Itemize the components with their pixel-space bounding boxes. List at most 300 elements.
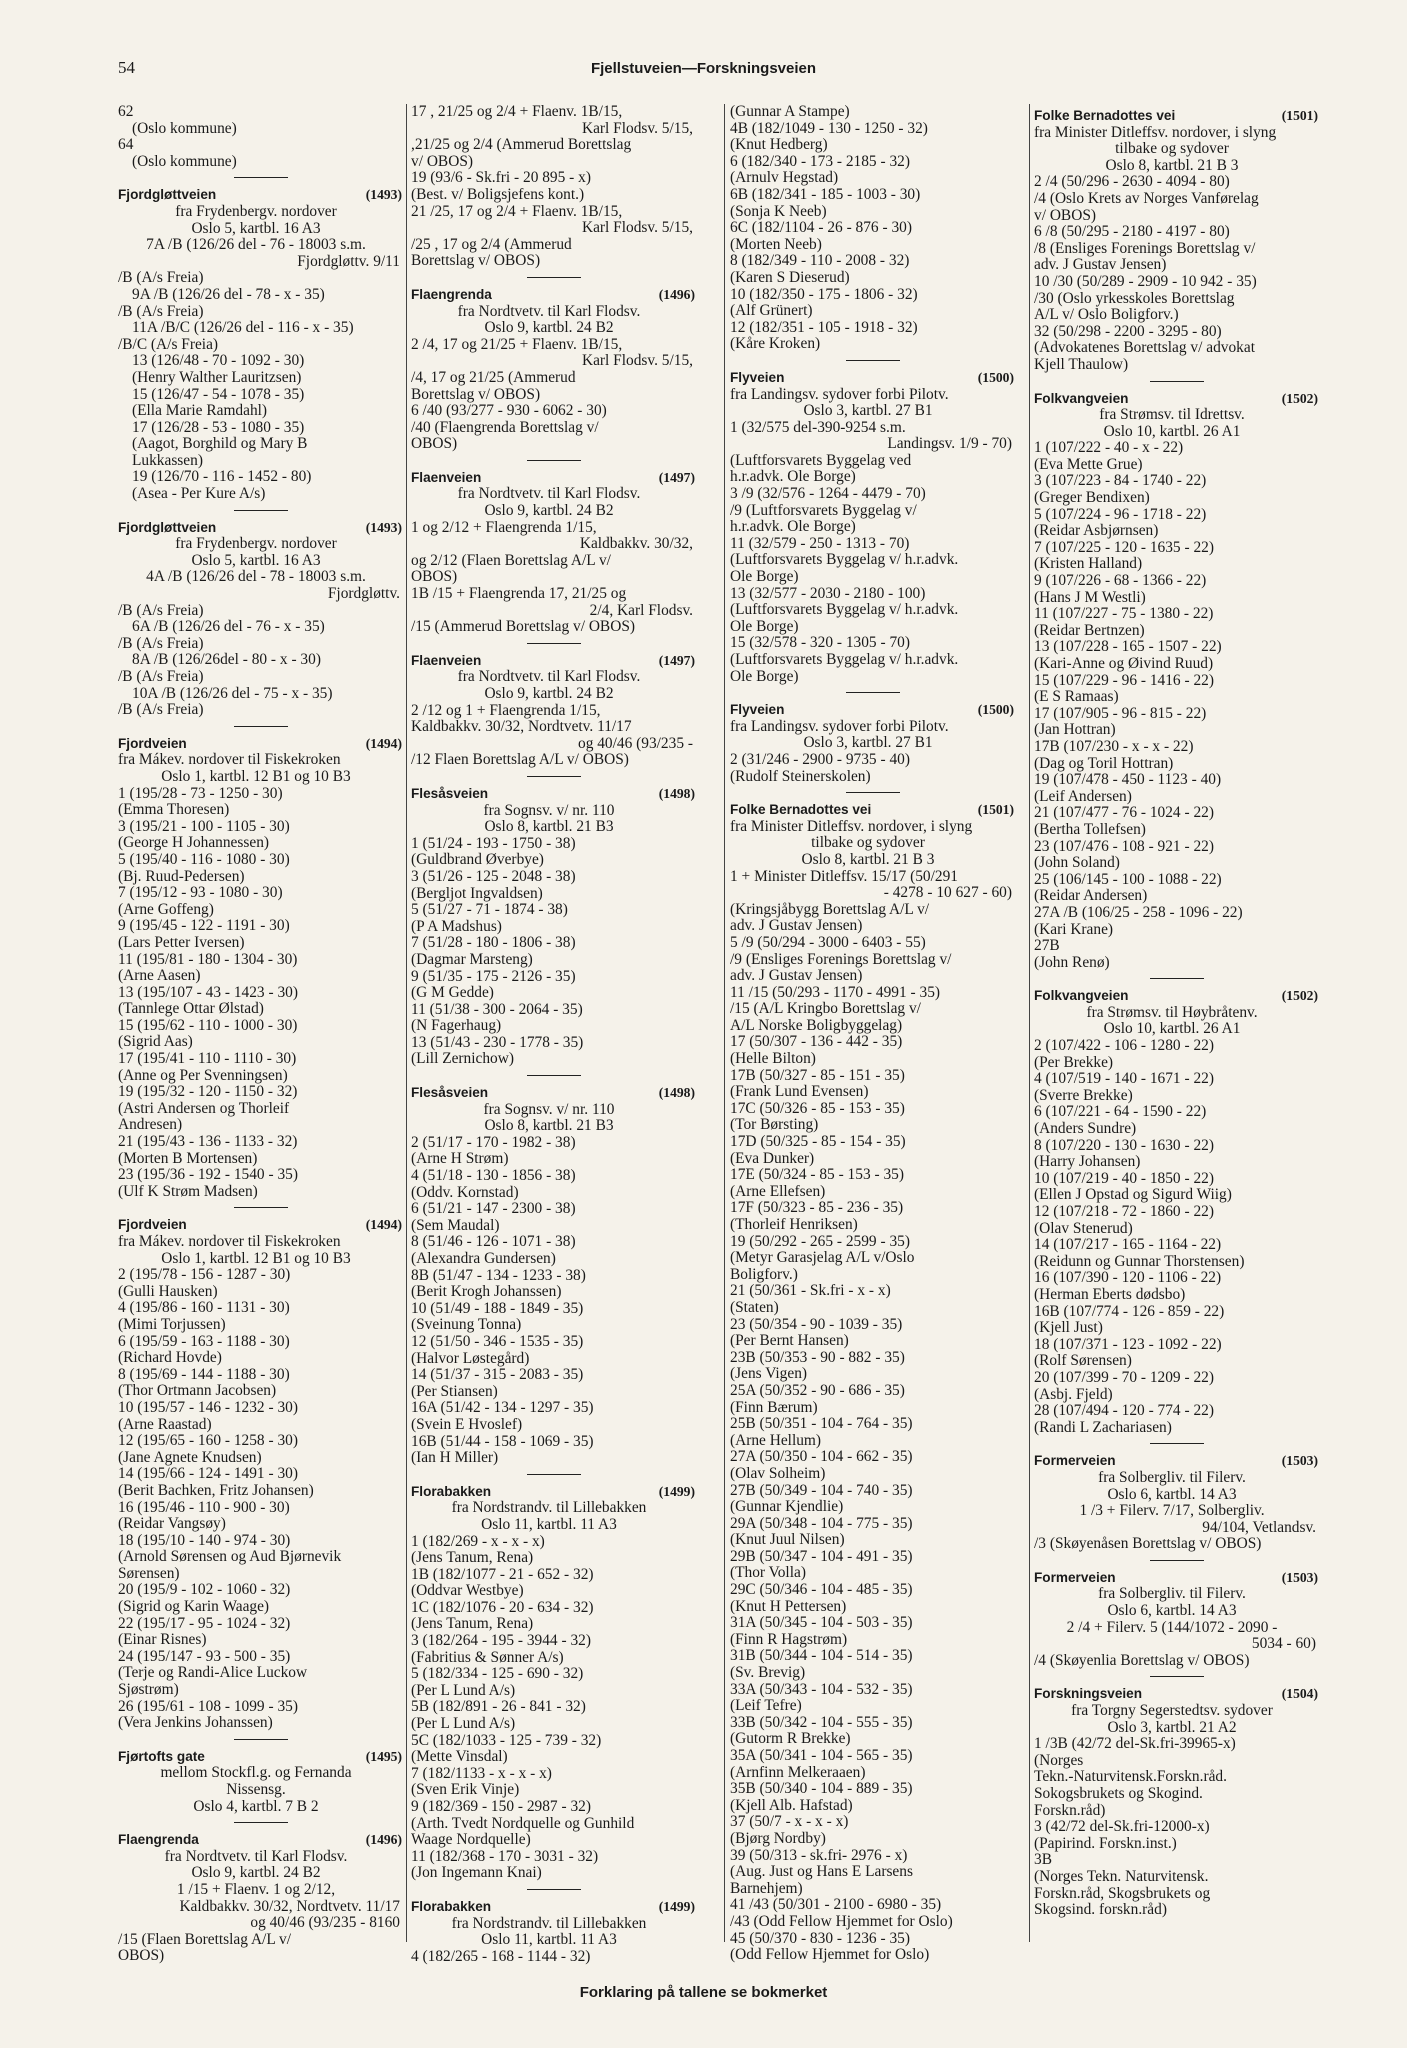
entry-line: 5034 - 60) xyxy=(1251,1635,1316,1653)
entry-line: Oslo 6, kartbl. 14 A3 xyxy=(1107,1485,1237,1503)
entry-line: 4 (182/265 - 168 - 1144 - 32) xyxy=(411,1947,591,1965)
entry-line: (Ella Marie Ramdahl) xyxy=(132,402,268,420)
entry-line: /B (A/s Freia) xyxy=(118,601,204,619)
entry-line: 2 /4, 17 og 21/25 + Flaenv. 1B/15, xyxy=(411,335,623,353)
entry-line: 9 (107/226 - 68 - 1366 - 22) xyxy=(1034,572,1207,590)
entry-line: Lukkassen) xyxy=(132,451,203,469)
entry-line: 64 xyxy=(118,136,134,154)
entry-line: (Sigrid og Karin Waage) xyxy=(118,1598,270,1616)
entry-line: Oslo 4, kartbl. 7 B 2 xyxy=(193,1797,319,1815)
entry-line: 10 /30 (50/289 - 2909 - 10 942 - 35) xyxy=(1034,272,1257,290)
entry-line: (Oddv. Kornstad) xyxy=(411,1183,519,1201)
entry-line: 6 (195/59 - 163 - 1188 - 30) xyxy=(118,1332,290,1350)
entry-line: 4 (107/519 - 140 - 1671 - 22) xyxy=(1034,1070,1214,1088)
entry-line: 1B /15 + Flaengrenda 17, 21/25 og xyxy=(411,585,627,603)
entry-line: Fjordgløttv. 9/11 xyxy=(297,252,400,270)
entry-line: 26 (195/61 - 108 - 1099 - 35) xyxy=(118,1697,298,1715)
entry-line: 17 (195/41 - 110 - 1110 - 30) xyxy=(118,1050,297,1068)
entry-line: /B (A/s Freia) xyxy=(118,701,204,719)
entry-line: 22 (195/17 - 95 - 1024 - 32) xyxy=(118,1614,291,1632)
column-divider xyxy=(724,104,725,1942)
street-heading xyxy=(411,470,697,487)
entry-line: (Per Stiansen) xyxy=(411,1382,498,1400)
entry-line: (Oddvar Westbye) xyxy=(411,1582,524,1600)
entry-line: 15 (32/578 - 320 - 1305 - 70) xyxy=(730,634,910,652)
entry-line: (Arne H Strøm) xyxy=(411,1150,509,1168)
street-heading xyxy=(411,786,697,803)
section-divider xyxy=(527,1075,581,1076)
entry-line: 10 (182/350 - 175 - 1806 - 32) xyxy=(730,285,918,303)
street-code: (1493) xyxy=(365,519,402,535)
entry-line: 1 /3 + Filerv. 7/17, Solbergliv. xyxy=(1079,1502,1265,1520)
entry-line: adv. J Gustav Jensen) xyxy=(730,967,863,985)
entry-line: ,21/25 og 2/4 (Ammerud Borettslag xyxy=(411,136,632,154)
entry-line: 16 (195/46 - 110 - 900 - 30) xyxy=(118,1498,290,1516)
entry-line: (Oslo kommune) xyxy=(132,152,237,170)
street-name: Formerveien xyxy=(1034,1569,1116,1585)
entry-line: (Jane Agnete Knudsen) xyxy=(118,1448,262,1466)
entry-line: Oslo 3, kartbl. 27 B1 xyxy=(803,402,933,420)
page-number: 54 xyxy=(118,58,135,77)
street-code: (1503) xyxy=(1281,1569,1318,1585)
street-heading xyxy=(1034,391,1320,408)
entry-line: fra Torgny Segerstedtsv. sydover xyxy=(1071,1702,1273,1720)
entry-line: 16 (107/390 - 120 - 1106 - 22) xyxy=(1034,1269,1222,1287)
entry-line: 11 (182/368 - 170 - 3031 - 32) xyxy=(411,1847,599,1865)
entry-line: (Finn R Hagstrøm) xyxy=(730,1630,848,1648)
entry-line: (Bertha Tollefsen) xyxy=(1034,820,1146,838)
entry-line: (Staten) xyxy=(730,1298,779,1316)
entry-line: (Leif Andersen) xyxy=(1034,787,1132,805)
entry-line: 27B (50/349 - 104 - 740 - 35) xyxy=(730,1481,913,1499)
entry-line: 11 (195/81 - 180 - 1304 - 30) xyxy=(118,950,298,968)
entry-line: (Dag og Toril Hottran) xyxy=(1034,754,1174,772)
entry-line: 14 (51/37 - 315 - 2083 - 35) xyxy=(411,1366,584,1384)
entry-line: 33B (50/342 - 104 - 555 - 35) xyxy=(730,1713,913,1731)
column-2 xyxy=(411,103,697,1965)
entry-line: 17 (126/28 - 53 - 1080 - 35) xyxy=(132,418,305,436)
entry-line: 19 (93/6 - Sk.fri - 20 895 - x) xyxy=(411,169,591,187)
entry-line: tilbake og sydover xyxy=(811,834,925,852)
entry-line: Andresen) xyxy=(118,1116,183,1134)
entry-line: (Sveinung Tonna) xyxy=(411,1316,522,1334)
entry-line: Oslo 9, kartbl. 24 B2 xyxy=(191,1864,321,1882)
entry-line: (Dagmar Marsteng) xyxy=(411,950,533,968)
entry-line: (Jens Tanum, Rena) xyxy=(411,1549,534,1567)
street-name: Flaenveien xyxy=(411,652,482,668)
entry-line: (Sv. Brevig) xyxy=(730,1664,806,1682)
entry-line: 18 (195/10 - 140 - 974 - 30) xyxy=(118,1531,291,1549)
entry-line: (Bergljot Ingvaldsen) xyxy=(411,884,543,902)
entry-line: /9 (Luftforsvarets Byggelag v/ xyxy=(730,501,917,519)
entry-line: 2/4, Karl Flodsv. xyxy=(589,601,693,619)
entry-line: 14 (195/66 - 124 - 1491 - 30) xyxy=(118,1465,298,1483)
entry-line: (Rolf Sørensen) xyxy=(1034,1352,1132,1370)
entry-line: adv. J Gustav Jensen) xyxy=(1034,256,1167,274)
entry-line: 3 (107/223 - 84 - 1740 - 22) xyxy=(1034,472,1207,490)
entry-line: v/ OBOS) xyxy=(1034,206,1096,224)
street-name: Fjørtofts gate xyxy=(118,1748,205,1764)
entry-line: (Arnulv Hegstad) xyxy=(730,169,839,187)
entry-line: Waage Nordquelle) xyxy=(411,1831,531,1849)
entry-line: fra Solbergliv. til Filerv. xyxy=(1098,1585,1246,1603)
entry-line: 2 (195/78 - 156 - 1287 - 30) xyxy=(118,1266,291,1284)
entry-line: 27A (50/350 - 104 - 662 - 35) xyxy=(730,1448,913,1466)
entry-line: Ole Borge) xyxy=(730,667,799,685)
entry-line: Oslo 11, kartbl. 11 A3 xyxy=(481,1515,617,1533)
entry-line: 5 (51/27 - 71 - 1874 - 38) xyxy=(411,901,568,919)
entry-line: 23 (195/36 - 192 - 1540 - 35) xyxy=(118,1166,298,1184)
entry-line: fra Landingsv. sydover forbi Pilotv. xyxy=(730,717,949,735)
entry-line: 11 (51/38 - 300 - 2064 - 35) xyxy=(411,1000,583,1018)
section-divider xyxy=(527,460,581,461)
entry-line: Kaldbakkv. 30/32, Nordtvetv. 11/17 xyxy=(411,718,632,736)
entry-line: 17 (107/905 - 96 - 815 - 22) xyxy=(1034,704,1207,722)
entry-line: (Asbj. Fjeld) xyxy=(1034,1385,1113,1403)
entry-line: fra Solbergliv. til Filerv. xyxy=(1098,1468,1246,1486)
entry-line: Boligforv.) xyxy=(730,1265,798,1283)
entry-line: fra Strømsv. til Høybråtenv. xyxy=(1086,1003,1258,1021)
page-header xyxy=(0,58,1407,84)
street-code: (1499) xyxy=(658,1898,695,1914)
entry-line: (Reidar Vangsøy) xyxy=(118,1515,226,1533)
entry-line: 21 /25, 17 og 2/4 + Flaenv. 1B/15, xyxy=(411,202,623,220)
entry-line: (Ian H Miller) xyxy=(411,1449,499,1467)
section-divider xyxy=(527,1889,581,1890)
entry-line: 21 (107/477 - 76 - 1024 - 22) xyxy=(1034,804,1214,822)
entry-line: (Norges xyxy=(1034,1751,1084,1769)
entry-line: 11 /15 (50/293 - 1170 - 4991 - 35) xyxy=(730,983,941,1001)
entry-line: 12 (107/218 - 72 - 1860 - 22) xyxy=(1034,1203,1214,1220)
entry-line: (Sem Maudal) xyxy=(411,1216,500,1234)
street-name: Fjordgløttveien xyxy=(118,187,217,203)
entry-line: 10A /B (126/26 del - 75 - x - 35) xyxy=(132,684,333,702)
entry-line: (Vera Jenkins Johanssen) xyxy=(118,1714,273,1732)
entry-line: (Per Brekke) xyxy=(1034,1053,1114,1071)
entry-line: (Thorleif Henriksen) xyxy=(730,1216,858,1233)
entry-line: (Kringsjåbygg Borettslag A/L v/ xyxy=(730,900,930,918)
entry-line: fra Minister Ditleffsv. nordover, i slyng xyxy=(1034,123,1277,141)
entry-line: (Tor Børsting) xyxy=(730,1116,819,1134)
entry-line: Karl Flodsv. 5/15, xyxy=(581,119,693,137)
entry-line: A/L v/ Oslo Boligforv.) xyxy=(1034,306,1179,324)
entry-line: 1 /15 + Flaenv. 1 og 2/12, xyxy=(176,1880,336,1898)
street-name: Flyveien xyxy=(730,369,785,385)
street-code: (1493) xyxy=(365,187,402,203)
entry-line: Fjordgløttv. xyxy=(327,585,400,603)
entry-line: 18 (107/371 - 123 - 1092 - 22) xyxy=(1034,1335,1222,1353)
entry-line: 7 (195/12 - 93 - 1080 - 30) xyxy=(118,884,283,902)
entry-line: Oslo 3, kartbl. 21 A2 xyxy=(1107,1718,1237,1736)
entry-line: 27A /B (106/25 - 258 - 1096 - 22) xyxy=(1034,903,1243,921)
entry-line: (Per L Lund A/s) xyxy=(411,1715,516,1733)
entry-line: (Hans J M Westli) xyxy=(1034,588,1146,606)
street-name: Fjordveien xyxy=(118,735,187,751)
entry-line: 23 (107/476 - 108 - 921 - 22) xyxy=(1034,837,1214,855)
entry-line: 20 (107/399 - 70 - 1209 - 22) xyxy=(1034,1368,1214,1386)
entry-line: (Luftforsvarets Byggelag v/ h.r.advk. xyxy=(730,651,959,668)
entry-line: (Mimi Torjussen) xyxy=(118,1315,226,1333)
entry-line: 13 (126/48 - 70 - 1092 - 30) xyxy=(132,352,305,370)
entry-line: (N Fagerhaug) xyxy=(411,1017,502,1035)
entry-line: - 4278 - 10 627 - 60) xyxy=(883,884,1012,902)
entry-line: 1 (51/24 - 193 - 1750 - 38) xyxy=(411,834,576,852)
entry-line: 3 (182/264 - 195 - 3944 - 32) xyxy=(411,1632,591,1650)
street-code: (1496) xyxy=(658,286,695,302)
street-name: Florabakken xyxy=(411,1483,492,1499)
section-divider xyxy=(1150,381,1204,382)
entry-line: 28 (107/494 - 120 - 774 - 22) xyxy=(1034,1402,1214,1420)
entry-line: OBOS) xyxy=(411,568,458,586)
entry-line: 39 (50/313 - sk.fri- 2976 - x) xyxy=(730,1846,908,1864)
entry-line: fra Strømsv. til Idrettsv. xyxy=(1099,406,1245,424)
entry-line: 5B (182/891 - 26 - 841 - 32) xyxy=(411,1698,586,1716)
entry-line: 2 /12 og 1 + Flaengrenda 1/15, xyxy=(411,701,601,719)
entry-line: 2 (31/246 - 2900 - 9735 - 40) xyxy=(730,750,910,768)
entry-line: 2 /4 + Filerv. 5 (144/1072 - 2090 - xyxy=(1066,1618,1278,1636)
entry-line: (Reidar Andersen) xyxy=(1034,887,1148,905)
entry-line: 8 (182/349 - 110 - 2008 - 32) xyxy=(730,252,910,270)
street-heading xyxy=(730,702,1016,719)
street-name: Flaenveien xyxy=(411,469,482,485)
entry-line: fra Nordtvetv. til Karl Flodsv. xyxy=(164,1847,348,1865)
entry-line: 24 (195/147 - 93 - 500 - 35) xyxy=(118,1647,291,1665)
section-divider xyxy=(234,1207,288,1208)
entry-line: 6 /8 (50/295 - 2180 - 4197 - 80) xyxy=(1034,223,1230,241)
street-code: (1499) xyxy=(658,1483,695,1499)
entry-line: 9A /B (126/26 del - 78 - x - 35) xyxy=(132,285,325,303)
entry-line: (Mette Vinsdal) xyxy=(411,1748,508,1766)
entry-line: 17B (107/230 - x - x - 22) xyxy=(1034,737,1194,755)
street-code: (1500) xyxy=(977,369,1014,385)
entry-line: 8 (51/46 - 126 - 1071 - 38) xyxy=(411,1233,576,1251)
entry-line: (Emma Thoresen) xyxy=(118,801,230,819)
entry-line: 31B (50/344 - 104 - 514 - 35) xyxy=(730,1647,913,1665)
entry-line: (Alexandra Gundersen) xyxy=(411,1250,556,1267)
entry-line: 21 (50/361 - Sk.fri - x - x) xyxy=(730,1282,891,1300)
entry-line: (Olav Solheim) xyxy=(730,1464,826,1482)
column-divider xyxy=(406,104,407,1942)
section-divider xyxy=(1150,1560,1204,1561)
entry-line: (Jens Vigen) xyxy=(730,1365,808,1383)
entry-line: (Helle Bilton) xyxy=(730,1050,816,1068)
street-heading xyxy=(1034,1453,1320,1470)
entry-line: 2 /4 (50/296 - 2630 - 4094 - 80) xyxy=(1034,173,1230,191)
entry-line: 12 (182/351 - 105 - 1918 - 32) xyxy=(730,318,918,336)
entry-line: 1 + Minister Ditleffsv. 15/17 (50/291 xyxy=(730,867,958,885)
section-divider xyxy=(234,726,288,727)
street-name: Flesåsveien xyxy=(411,1085,489,1101)
section-divider xyxy=(527,776,581,777)
street-code: (1500) xyxy=(977,702,1014,718)
street-name: Folkvangveien xyxy=(1034,988,1129,1004)
entry-line: h.r.advk. Ole Borge) xyxy=(730,518,856,536)
entry-line: /30 (Oslo yrkesskoles Borettslag xyxy=(1034,289,1235,307)
entry-line: /4 (Skøyenlia Borettslag v/ OBOS) xyxy=(1034,1651,1250,1669)
entry-line: 33A (50/343 - 104 - 532 - 35) xyxy=(730,1680,913,1698)
entry-line: 19 (50/292 - 265 - 2599 - 35) xyxy=(730,1232,910,1250)
entry-line: /B (A/s Freia) xyxy=(118,302,204,320)
entry-line: 2 (107/422 - 106 - 1280 - 22) xyxy=(1034,1037,1214,1055)
entry-line: (Reidar Asbjørnsen) xyxy=(1034,522,1159,540)
entry-line: 12 (195/65 - 160 - 1258 - 30) xyxy=(118,1432,298,1450)
entry-line: (Harry Johansen) xyxy=(1034,1153,1141,1171)
entry-line: (Kjell Just) xyxy=(1034,1319,1103,1337)
entry-line: 37 (50/7 - x - x - x) xyxy=(730,1813,849,1831)
entry-line: 19 (195/32 - 120 - 1150 - 32) xyxy=(118,1083,298,1101)
entry-line: 10 (195/57 - 146 - 1232 - 30) xyxy=(118,1398,298,1416)
entry-line: Ole Borge) xyxy=(730,568,799,586)
entry-line: Kaldbakkv. 30/32, Nordtvetv. 11/17 xyxy=(179,1897,400,1915)
street-code: (1494) xyxy=(365,735,402,751)
entry-line: 9 (51/35 - 175 - 2126 - 35) xyxy=(411,967,576,985)
entry-line: (Kristen Halland) xyxy=(1034,555,1143,573)
entry-line: Sjøstrøm) xyxy=(118,1681,179,1699)
entry-line: Sokogsbrukets og Skogind. xyxy=(1034,1785,1203,1802)
entry-line: Skogsind. forskn.råd) xyxy=(1034,1901,1167,1919)
entry-line: 13 (51/43 - 230 - 1778 - 35) xyxy=(411,1033,584,1051)
entry-line: Forskn.råd, Skogsbrukets og xyxy=(1034,1884,1211,1902)
entry-line: (Reidar Bertnzen) xyxy=(1034,621,1145,639)
entry-line: (John Soland) xyxy=(1034,854,1120,872)
entry-line: (Lill Zernichow) xyxy=(411,1050,514,1068)
entry-line: (Svein E Hvoslef) xyxy=(411,1415,523,1433)
entry-line: (Jon Ingemann Knai) xyxy=(411,1864,542,1882)
entry-line: 1 og 2/12 + Flaengrenda 1/15, xyxy=(411,518,597,536)
street-heading xyxy=(118,1217,404,1234)
section-divider xyxy=(527,277,581,278)
entry-line: (Arne Raastad) xyxy=(118,1415,212,1433)
section-divider xyxy=(234,510,288,511)
street-name: Forskningsveien xyxy=(1034,1686,1143,1702)
entry-line: (Bjørg Nordby) xyxy=(730,1829,826,1847)
street-heading xyxy=(411,1899,697,1916)
entry-line: 11 (32/579 - 250 - 1313 - 70) xyxy=(730,534,910,552)
street-heading xyxy=(118,736,404,753)
entry-line: og 40/46 (93/235 - 8160 xyxy=(250,1914,400,1932)
entry-line: 9 (195/45 - 122 - 1191 - 30) xyxy=(118,917,290,935)
entry-line: (Papirind. Forskn.inst.) xyxy=(1034,1834,1177,1852)
entry-line: 4B (182/1049 - 130 - 1250 - 32) xyxy=(730,119,928,137)
entry-line: Oslo 5, kartbl. 16 A3 xyxy=(191,219,321,237)
entry-line: /15 (A/L Kringbo Borettslag v/ xyxy=(730,1000,921,1018)
entry-line: Oslo 3, kartbl. 27 B1 xyxy=(803,734,933,752)
page-title: Fjellstuveien—Forskningsveien xyxy=(590,60,817,77)
street-heading xyxy=(118,520,404,537)
entry-line: 10 (107/219 - 40 - 1850 - 22) xyxy=(1034,1169,1214,1187)
entry-line: /4 (Oslo Krets av Norges Vanførelag xyxy=(1034,189,1259,207)
entry-line: 45 (50/370 - 830 - 1236 - 35) xyxy=(730,1929,910,1947)
entry-line: fra Mákev. nordover til Fiskekroken xyxy=(118,1233,341,1250)
street-name: Folke Bernadottes vei xyxy=(730,802,872,818)
street-heading xyxy=(118,187,404,204)
entry-line: 3B xyxy=(1034,1851,1052,1869)
entry-line: 9 (182/369 - 150 - 2987 - 32) xyxy=(411,1798,591,1815)
entry-line: Sørensen) xyxy=(118,1564,180,1582)
entry-line: Oslo 1, kartbl. 12 B1 og 10 B3 xyxy=(161,1249,351,1267)
entry-line: (Anders Sundre) xyxy=(1034,1120,1137,1138)
entry-line: 17 , 21/25 og 2/4 + Flaenv. 1B/15, xyxy=(411,103,623,120)
entry-line: 7A /B (126/26 del - 76 - 18003 s.m. xyxy=(146,236,366,254)
entry-line: (Alf Grünert) xyxy=(730,302,813,320)
entry-line: (Richard Hovde) xyxy=(118,1349,222,1367)
street-code: (1495) xyxy=(365,1748,402,1764)
entry-line: 1 (182/269 - x - x - x) xyxy=(411,1532,545,1550)
entry-line: 62 xyxy=(118,103,134,120)
entry-line: tilbake og sydover xyxy=(1115,140,1229,158)
entry-line: 1C (182/1076 - 20 - 634 - 32) xyxy=(411,1598,594,1616)
street-name: Flesåsveien xyxy=(411,785,489,801)
entry-line: 15 (195/62 - 110 - 1000 - 30) xyxy=(118,1016,298,1034)
section-divider xyxy=(527,1474,581,1475)
entry-line: 1 (195/28 - 73 - 1250 - 30) xyxy=(118,784,283,802)
entry-line: fra Nordstrandv. til Lillebakken xyxy=(451,1914,647,1932)
street-heading xyxy=(1034,1570,1320,1587)
entry-line: 94/104, Vetlandsv. xyxy=(1202,1518,1316,1536)
entry-line: (Frank Lund Evensen) xyxy=(730,1083,869,1101)
entry-line: (Morten Neeb) xyxy=(730,235,822,253)
entry-line: (Metyr Garasjelag A/L v/Oslo xyxy=(730,1249,915,1267)
entry-line: (Luftforsvarets Byggelag v/ h.r.advk. xyxy=(730,551,959,569)
entry-line: 3 /9 (32/576 - 1264 - 4479 - 70) xyxy=(730,485,926,503)
entry-line: Nissensg. xyxy=(226,1781,286,1798)
entry-line: 17C (50/326 - 85 - 153 - 35) xyxy=(730,1099,905,1117)
entry-line: Oslo 8, kartbl. 21 B3 xyxy=(484,1117,614,1135)
entry-line: Oslo 8, kartbl. 21 B 3 xyxy=(1105,156,1239,174)
entry-line: (Anne og Per Svenningsen) xyxy=(118,1066,288,1084)
entry-line: (Per L Lund A/s) xyxy=(411,1681,516,1699)
street-heading xyxy=(1034,108,1320,125)
entry-line: (Guldbrand Øverbye) xyxy=(411,851,544,869)
entry-line: /12 Flaen Borettslag A/L v/ OBOS) xyxy=(411,751,629,769)
entry-line: (Oslo kommune) xyxy=(132,119,237,137)
entry-line: fra Frydenbergv. nordover xyxy=(175,535,337,553)
street-code: (1496) xyxy=(365,1832,402,1848)
entry-line: 23B (50/353 - 90 - 882 - 35) xyxy=(730,1348,905,1366)
section-divider xyxy=(1150,1676,1204,1677)
section-divider xyxy=(234,177,288,178)
entry-line: (Arth. Tvedt Nordquelle og Gunhild xyxy=(411,1814,635,1832)
entry-line: 29A (50/348 - 104 - 775 - 35) xyxy=(730,1514,913,1532)
entry-line: 8A /B (126/26del - 80 - x - 30) xyxy=(132,651,321,669)
entry-line: /15 (Ammerud Borettslag v/ OBOS) xyxy=(411,618,635,636)
entry-line: 3 (195/21 - 100 - 1105 - 30) xyxy=(118,817,290,835)
entry-line: 20 (195/9 - 102 - 1060 - 32) xyxy=(118,1581,291,1599)
entry-line: (Arnfinn Melkeraaen) xyxy=(730,1763,866,1781)
entry-line: Oslo 9, kartbl. 24 B2 xyxy=(484,319,614,337)
entry-line: (Finn Bærum) xyxy=(730,1398,818,1416)
entry-line: (Halvor Løstegård) xyxy=(411,1349,530,1367)
entry-line: (G M Gedde) xyxy=(411,984,494,1002)
entry-line: A/L Norske Boligbyggelag) xyxy=(730,1016,903,1034)
entry-line: fra Mákev. nordover til Fiskekroken xyxy=(118,751,341,769)
entry-line: 25 (106/145 - 100 - 1088 - 22) xyxy=(1034,870,1222,888)
entry-line: (Thor Ortmann Jacobsen) xyxy=(118,1382,277,1400)
entry-line: /43 (Odd Fellow Hjemmet for Oslo) xyxy=(730,1912,953,1930)
entry-line: Oslo 1, kartbl. 12 B1 og 10 B3 xyxy=(161,767,351,785)
entry-line: 16B (51/44 - 158 - 1069 - 35) xyxy=(411,1432,594,1450)
entry-line: (Ellen J Opstad og Sigurd Wiig) xyxy=(1034,1186,1232,1204)
entry-line: (Gunnar Kjendlie) xyxy=(730,1498,844,1516)
entry-line: (George H Johannessen) xyxy=(118,834,270,852)
entry-line: (Luftforsvarets Byggelag v/ h.r.advk. xyxy=(730,601,959,619)
entry-line: adv. J Gustav Jensen) xyxy=(730,917,863,935)
street-heading xyxy=(411,653,697,670)
entry-line: Landingsv. 1/9 - 70) xyxy=(887,435,1012,453)
entry-line: (Arne Hellum) xyxy=(730,1431,822,1449)
street-code: (1502) xyxy=(1281,390,1318,406)
street-name: Folkvangveien xyxy=(1034,390,1129,406)
